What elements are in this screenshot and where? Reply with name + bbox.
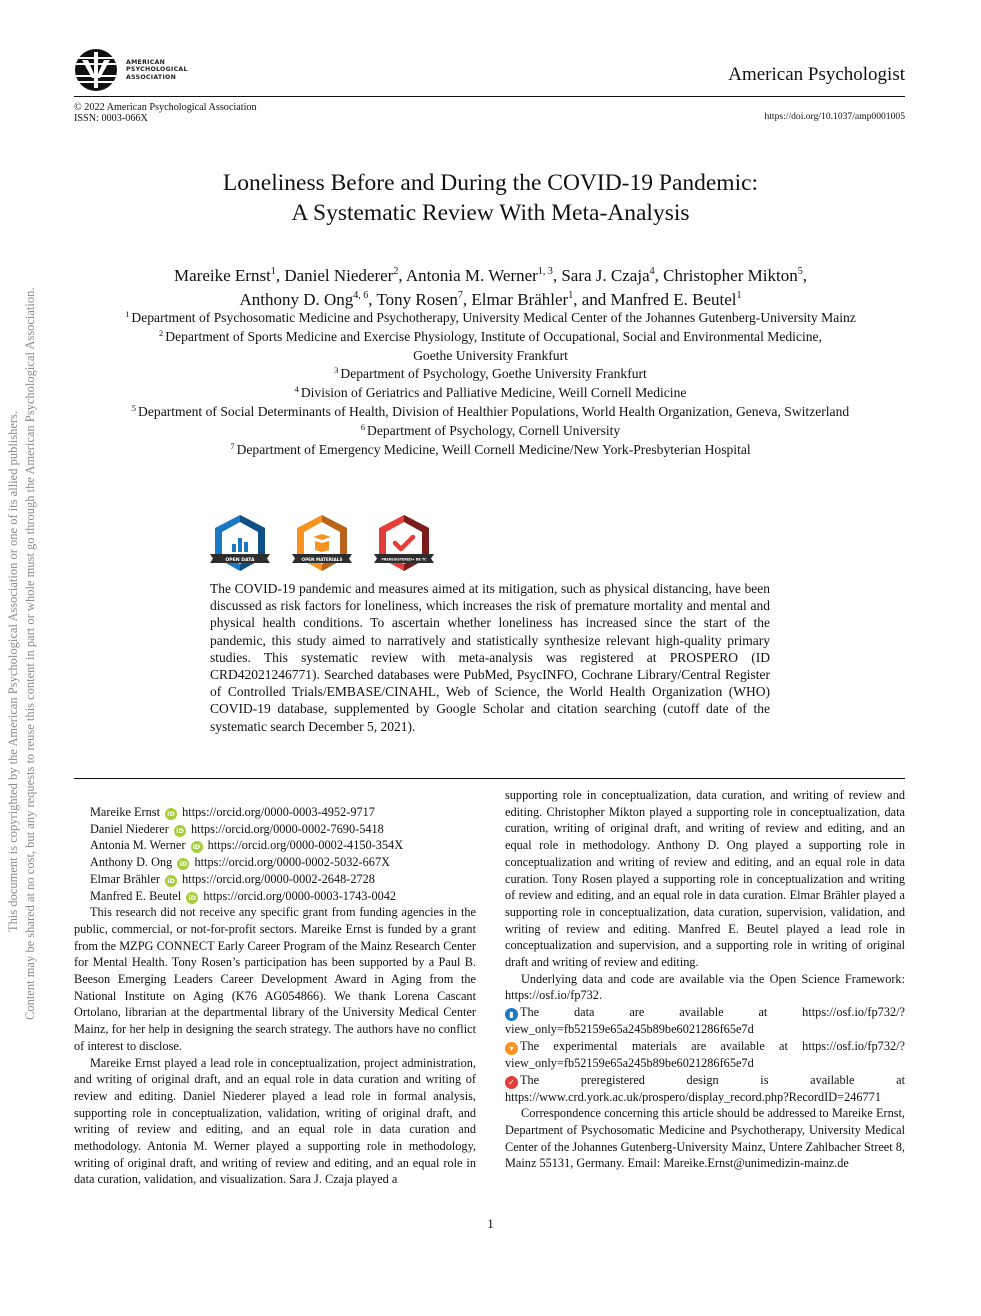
- apa-psi-logo-icon: [74, 48, 118, 92]
- author-note-right-column: [505, 787, 905, 1172]
- orcid-entry: Daniel Niederer iD https://orcid.org/0000-0002-7690-5418: [90, 821, 384, 836]
- author: Mareike Ernst$^1$,: [174, 266, 285, 285]
- open-materials-statement: ▾ The experimental materials are available at https://osf.io/fp732/?view_only=fb52159e65a245b89be6021286f65e7d: [505, 1038, 905, 1070]
- correspondence-statement: Correspondence concerning this article should be addressed to Mareike Ernst, Department of Psychosomatic Medicine and Psychotherapy, University Medical Center of the Johannes Gutenberg-University Mainz, Untere Zahlbacher Street 8, Mainz 55131, Germany. Email: Mareike.Ernst@unimedizin-mainz.de: [505, 1106, 905, 1171]
- apa-logo: [74, 48, 188, 92]
- affiliation: $^7$ Department of Emergency Medicine, Weill Cornell Medicine/New York-Presbyterian Hospital: [230, 440, 751, 457]
- open-materials-icon: ▾: [505, 1042, 518, 1055]
- preregistered-badge-graphic: [374, 513, 434, 575]
- contributions-statement: Mareike Ernst played a lead role in conceptualization, project administration, and writing of original draft, and an equal role in data curation and writing of review and editing. Daniel Niederer played a lead role in formal analysis, supporting role in conceptualization, validation, writing of original draft, and writing of review and editing, and an equal role in data curation and methodology. Antonia M. Werner played a supporting role in methodology, writing of original draft, and writing of review and editing, and an equal role in data curation, validation, and visualization. Sara J. Czaja played a: [74, 1055, 476, 1187]
- logo-line-2: PSYCHOLOGICAL: [126, 66, 188, 74]
- orcid-icon: iD: [186, 892, 198, 904]
- open-science-intro: Underlying data and code are available via the Open Science Framework: https://osf.io/fp732.: [505, 971, 905, 1003]
- author-note-left-column: [74, 804, 476, 1188]
- preregistration-statement: ✓ The preregistered design is available at https://www.crd.york.ac.uk/prospero/display_record.php?RecordID=246771: [505, 1072, 905, 1104]
- affiliation-list: [0, 309, 981, 459]
- apa-logo-text: [126, 59, 188, 81]
- contributions-continued: supporting role in conceptualization, data curation, and writing of review and editing. Christopher Mikton played a supporting role in conceptualization, data curation, writing of original draft, and writing of review and editing, and an equal role in methodology. Anthony D. Ong played a supporting role in conceptualization and writing of review and editing, and an equal role in data curation. Tony Rosen played a supporting role in conceptualization and writing of review and editing, and an equal role in data curation. Elmar Brähler played a supporting role in conceptualization, data curation, supervision, validation, and writing of review and editing. Manfred E. Beutel played a lead role in conceptualization and supervision, and a supporting role in writing of original draft and writing of review and editing.: [505, 788, 905, 970]
- orcid-link[interactable]: https://orcid.org/0000-0002-2648-2728: [182, 871, 375, 886]
- author: Sara J. Czaja$^4$,: [561, 266, 664, 285]
- header-divider: [74, 96, 905, 97]
- side-notice-line-1: This document is copyrighted by the American Psychological Association or one of its allied publishers.: [6, 410, 20, 932]
- preregistered-icon: ✓: [505, 1076, 518, 1089]
- open-materials-badge[interactable]: [292, 513, 352, 575]
- author: Tony Rosen$^7$,: [376, 290, 472, 309]
- footnote-divider: [74, 778, 905, 779]
- doi-link[interactable]: https://doi.org/10.1037/amp0001005: [764, 111, 905, 122]
- orcid-entry: Mareike Ernst iD https://orcid.org/0000-0003-4952-9717: [90, 805, 375, 819]
- orcid-icon: iD: [165, 808, 177, 820]
- orcid-entry: Manfred E. Beutel iD https://orcid.org/0000-0003-1743-0042: [90, 888, 397, 903]
- affiliation: $^2$ Department of Sports Medicine and Exercise Physiology, Institute of Occupational, Social and Environmental Medicine,: [159, 327, 822, 344]
- copyright-block: [74, 102, 257, 124]
- journal-name: American Psychologist: [728, 64, 905, 85]
- orcid-link[interactable]: https://orcid.org/0000-0002-4150-354X: [207, 838, 404, 853]
- affiliation: $^1$ Department of Psychosomatic Medicine and Psychotherapy, University Medical Center of the Johannes Gutenberg-University Mainz: [125, 309, 856, 325]
- author: Daniel Niederer$^2$,: [284, 266, 406, 285]
- open-data-badge[interactable]: [210, 513, 270, 575]
- affiliation-continued: Goethe University Frankfurt: [413, 347, 568, 363]
- page-number: 1: [487, 1216, 494, 1231]
- title-line-2: A Systematic Review With Meta-Analysis: [291, 200, 690, 226]
- preregistered-badge[interactable]: [374, 513, 434, 575]
- orcid-link[interactable]: https://orcid.org/0000-0003-1743-0042: [203, 888, 397, 903]
- funding-statement: This research did not receive any specific grant from funding agencies in the public, commercial, or not-for-profit sectors. Mareike Ernst is funded by a grant from the MZPG CONNECT Early Career Program of the Mainz Research Center for Mental Health. Tony Rosen’s participation has been supported by a Paul B. Beeson Emerging Leaders Career Development Award in Aging from the National Institute on Aging (K76 AG054866). We thank Lorena Cascant Ortolano, librarian at the departmental library of the University Medical Center Mainz, for her help in designing the search strategy. The authors have no conflict of interest to disclose.: [74, 905, 476, 1053]
- orcid-entry: Antonia M. Werner iD https://orcid.org/0000-0002-4150-354X: [90, 838, 404, 853]
- orcid-entry: Anthony D. Ong iD https://orcid.org/0000-0002-5032-667X: [90, 855, 390, 870]
- open-materials-badge-graphic: [292, 513, 352, 575]
- open-data-badge-graphic: [210, 513, 270, 575]
- box-icon: [313, 534, 331, 552]
- orcid-link[interactable]: https://orcid.org/0000-0003-4952-9717: [182, 805, 375, 819]
- abstract: The COVID-19 pandemic and measures aimed at its mitigation, such as physical distancing, have been discussed as risk factors for loneliness, which increases the risk of premature mortality and mental and physical health conditions. To ascertain whether loneliness has increased since the start of the pandemic, this study aimed to narratively and statistically synthesize relevant high-quality primary studies. This systematic review with meta-analysis was registered at PROSPERO (ID CRD42021246771). Searched databases were PubMed, PsycINFO, Cochrane Library/Central Register of Controlled Trials/EMBASE/CINAHL, Web of Science, the World Health Organization (WHO) COVID-19 database, supplemented by Google Scholar and citation searching (cutoff date of the systematic search December 5, 2021).: [210, 581, 770, 734]
- badge-label: PREREGISTERED+ DE TC: [381, 557, 427, 562]
- open-data-statement: ▮ The data are available at https://osf.io/fp732/?view_only=fb52159e65a245b89be6021286f65e7d: [505, 1005, 905, 1037]
- affiliation: $^3$ Department of Psychology, Goethe University Frankfurt: [334, 365, 647, 382]
- orcid-link[interactable]: https://orcid.org/0000-0002-7690-5418: [191, 821, 384, 836]
- orcid-entry: Elmar Brähler iD https://orcid.org/0000-0002-2648-2728: [90, 871, 375, 886]
- affiliation: $^4$ Division of Geriatrics and Palliative Medicine, Weill Cornell Medicine: [294, 384, 687, 401]
- orcid-link[interactable]: https://orcid.org/0000-0002-5032-667X: [194, 855, 390, 870]
- author: Christopher Mikton$^5$,: [663, 266, 807, 285]
- badge-label: OPEN MATERIALS: [301, 556, 343, 562]
- open-data-icon: ▮: [505, 1008, 518, 1021]
- copyright-line: © 2022 American Psychological Association: [74, 102, 257, 113]
- logo-line-3: ASSOCIATION: [126, 73, 177, 81]
- author-line-1: [0, 264, 981, 288]
- author: Anthony D. Ong$^{4, 6}$,: [239, 290, 377, 309]
- author: Manfred E. Beutel$^1$: [610, 290, 742, 309]
- title-line-1: Loneliness Before and During the COVID-19 Pandemic:: [222, 170, 759, 196]
- orcid-icon: iD: [177, 858, 189, 870]
- open-science-badges: [210, 513, 434, 575]
- orcid-icon: iD: [191, 841, 203, 853]
- author: Antonia M. Werner$^{1, 3}$,: [405, 266, 562, 285]
- author-list: [0, 264, 981, 312]
- affiliation: $^6$ Department of Psychology, Cornell University: [360, 421, 621, 438]
- issn-line: ISSN: 0003-066X: [74, 113, 148, 124]
- article-title: [0, 168, 981, 228]
- badge-label: OPEN DATA: [225, 557, 255, 563]
- author: Elmar Brähler$^1$, and: [471, 290, 611, 309]
- affiliation: $^5$ Department of Social Determinants of Health, Division of Healthier Populations, World Health Organization, Geneva, Switzerland: [131, 402, 850, 419]
- orcid-icon: iD: [174, 825, 186, 837]
- side-notice-line-2: Content may be shared at no cost, but any requests to reuse this content in part or whole must go through the American Psychological Association.: [23, 287, 37, 1020]
- orcid-icon: iD: [165, 875, 177, 887]
- logo-line-1: AMERICAN: [126, 59, 166, 67]
